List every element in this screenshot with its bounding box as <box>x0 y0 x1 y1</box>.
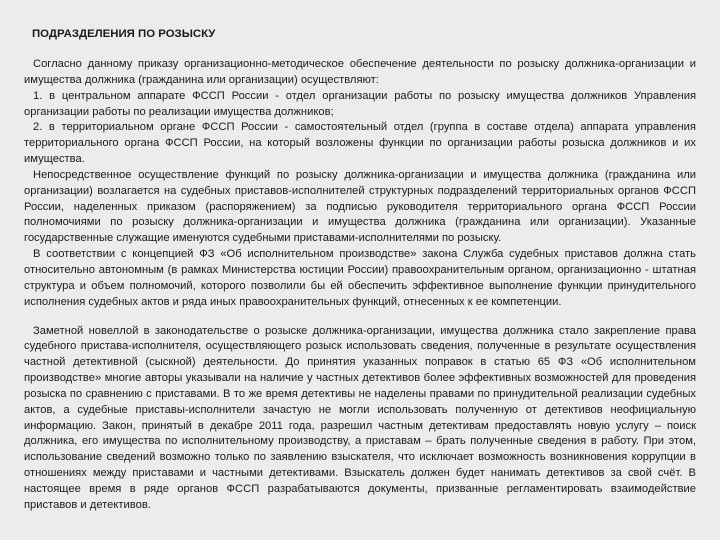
paragraph-intro: Согласно данному приказу организационно-методическое обеспечение деятельности по розыску должника-организации и имущества должника (гражданина или организации) осуществляют: <box>24 58 696 86</box>
document-title: ПОДРАЗДЕЛЕНИЯ ПО РОЗЫСКУ <box>32 28 216 40</box>
paragraph-detectives: Заметной новеллой в законодательстве о розыске должника-организации, имущества должника стало закрепление права судебного пристава-исполнителя, осуществляющего розыск использовать сведения, полученные в результате осуществления частной детективной (сыскной) деятельности. До принятия указанных поправок в статью 65 ФЗ «Об исполнительном производстве» многие авторы указывали на наличие у частных детективов более эффективных возможностей для проведения розыска по сравнению с приставами. В то же время детективы не наделены правами по принудительной реализации судебных актов, а судебные приставы-исполнители зачастую не могли использовать полученную от детективов неофициальную информацию. Закон, принятый в декабре 2011 года, разрешил частным детективам предоставлять новую услугу – поиск должника, его имущества по исполнительному производству, а приставам – брать полученные сведения в работу. При этом, использование сведений возможно только по заявлению взыскателя, что исключает возможность возникновения коррупции в отношениях между приставами и частными детективами. Взыскатель должен будет нанимать детективов за свой счёт. В настоящее время в ряде органов ФССП разрабатываются документы, призванные регламентировать взаимодействие приставов и детективов. <box>24 324 696 511</box>
paragraph-item-2: 2. в территориальном органе ФССП России - самостоятельный отдел (группа в составе отдела) аппарата управления территориального органа ФССП России, на который возложены функции по организации работы розыска должников и их имущества. <box>24 121 696 166</box>
paragraph-item-1: 1. в центральном аппарате ФССП России - отдел организации работы по розыску имущества должников Управления организации работы по реализации имущества должников; <box>24 89 696 118</box>
paragraph-direct-functions: Непосредственное осуществление функций по розыску должника-организации и имущества должника (гражданина или организации) возлагается на судебных приставов-исполнителей структурных подразделений территориальных органов ФССП России, наделенных приказом (распоряжением) за подписью руководителя территориального органа ФССП России полномочиями по розыску должника-организации и имущества должника (гражданина или организации). Указанные государственные служащие именуются судебными приставами-исполнителями по розыску. <box>24 168 696 245</box>
paragraph-concept: В соответствии с концепцией ФЗ «Об исполнительном производстве» закона Служба судебных приставов должна стать относительно автономным (в рамках Министерства юстиции России) правоохранительным органом, организационно - штатная структура и объем полномочий, которого позволили бы ей обеспечить эффективное выполнение функции принудительного исполнения судебных актов и ряда иных правоохранительных функций, отнесенных к ее компетенции. <box>24 248 696 308</box>
document-page <box>24 26 696 514</box>
